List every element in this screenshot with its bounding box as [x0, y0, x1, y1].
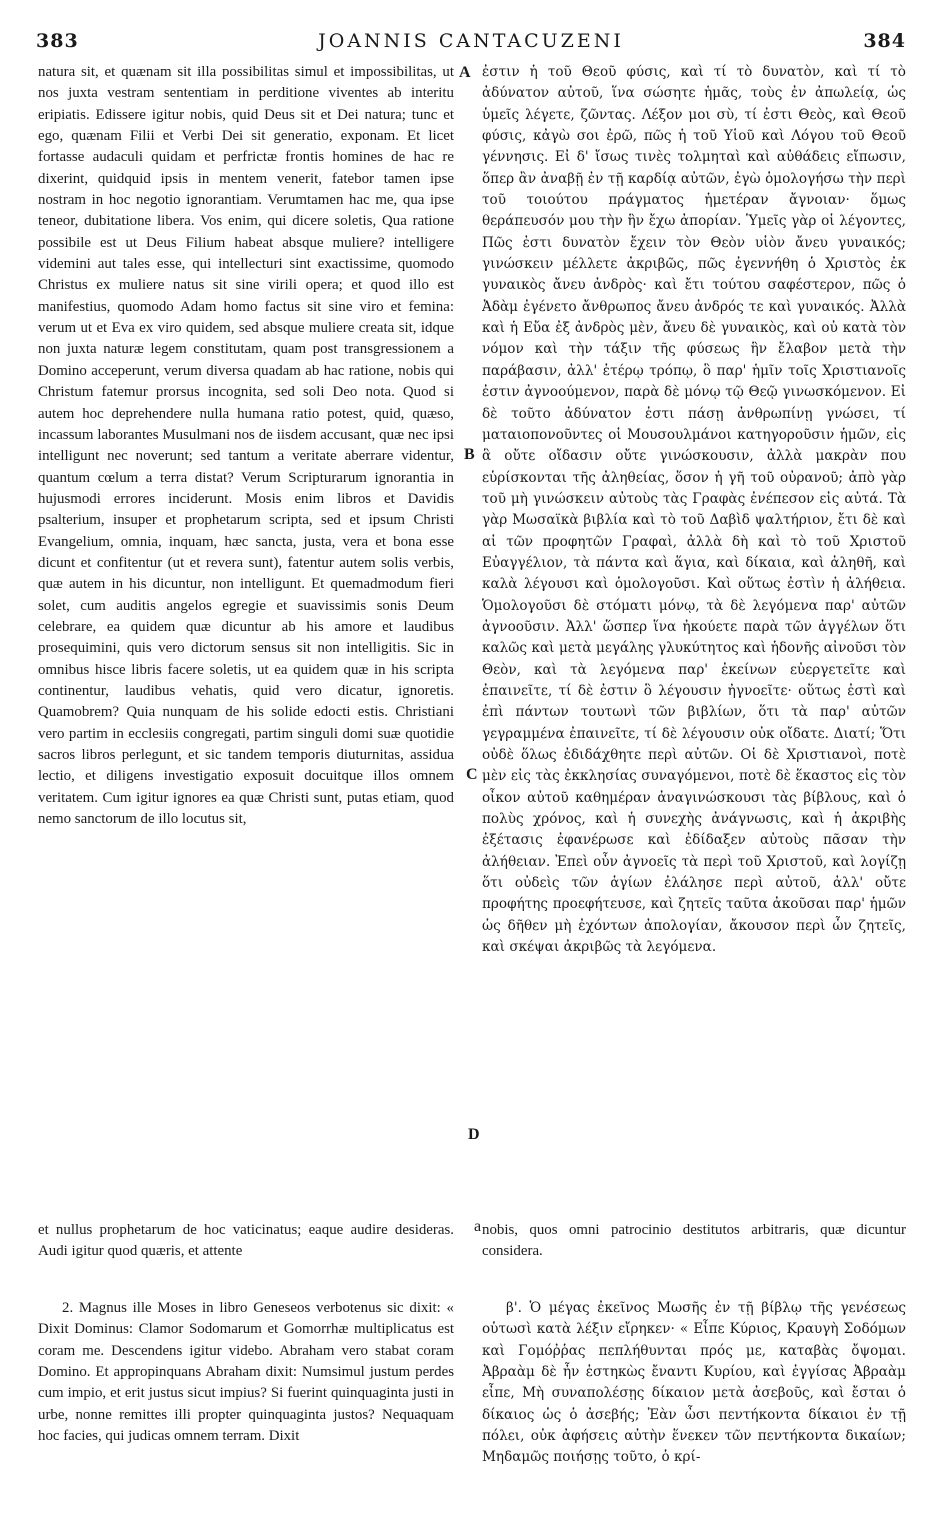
page-header: [36, 22, 906, 56]
page-number-right: 384: [863, 30, 906, 52]
greek-paragraph: ἐστιν ἡ τοῦ Θεοῦ φύσις, καὶ τί τὸ δυνατὸν, καὶ τί τὸ ἀδύνατον αὐτοῦ, ἵνα σώσητε ἡμᾶς, τοὺς ἐν ἀπωλείᾳ, ὡς ὑμεῖς λέγετε, ζῶντας. Λέξον μοι σὺ, τί ἐστι Θεὸς, καὶ Θεοῦ φύσις, κἀγὼ σοι ἐρῶ, πῶς ἡ τοῦ Υἱοῦ καὶ Λόγου τοῦ Θεοῦ γέννησις. Εἰ δ' ἴσως τινὲς τολμηταὶ καὶ αὐθάδεις εἴπωσιν, ὅπερ ἂν ἀναβῇ ἐν τῇ καρδίᾳ αὐτῶν, ἐγὼ ὁμολογήσω τὴν περὶ τοῦ τοιούτου πράγματος ἡμετέραν ἄγνοιαν· ὅμως θεράπευσόν μου τὴν ἣν ἔχω ἀπορίαν. Ὑμεῖς γὰρ οἱ λέγοντες, Πῶς ἐστι δυνατὸν ἔχειν τὸν Θεὸν υἱὸν ἄνευ γυναικός; γινώσκειν μέλλετε ἀκριβῶς, πῶς ἐγεννήθη ὁ Χριστὸς ἐκ γυναικὸς ἄνευ ἀνδρὸς· καὶ ἔτι τούτου σαφέστερον, πῶς ὁ Ἀδὰμ ἐγένετο ἄνθρωπος ἄνευ ἀνδρός τε καὶ γυναικός. Ἀλλὰ καὶ ἡ Εὔα ἐξ ἀνδρὸς μὲν, ἄνευ δὲ γυναικὸς, καὶ οὐ κατὰ τὸν νόμον καὶ τὴν τάξιν τῆς φύσεως ἣν ἔλαβον μετὰ τὴν παράβασιν, ἀλλ' ἑτέρῳ τρόπῳ, ὃ παρ' ἡμῖν τοῖς Χριστιανοῖς ἐστιν ἀγνοούμενον, παρὰ δὲ μόνῳ τῷ Θεῷ γινωσκόμενον. Εἰ δὲ τοῦτο ἀδύνατον ἐστι πάσῃ ἀνθρωπίνῃ γνώσει, τί ματαιοπονοῦντες οἱ Μουσουλμάνοι κατηγοροῦσιν ἡμῶν, εἰς ἃ οὔτε οἴδασιν οὔτε γινώσκουσιν, ἀλλὰ μακρὰν που εὑρίσκονται τῆς ἀληθείας, ὅσον ἡ γῆ τοῦ οὐρανοῦ; ἀπὸ γὰρ τοῦ μὴ γινώσκειν αὐτοὺς τὰς Γραφὰς ἐνέπεσον εἰς αὐτά. Τὰ γὰρ Μωσαϊκὰ βιβλία καὶ τὸ τοῦ Δαβὶδ ψαλτήριον, ἔτι δὲ καὶ αἱ τῶν προφητῶν Γραφαὶ, ἀλλὰ δὴ καὶ τὸ τοῦ Χριστοῦ Εὐαγγέλιον, τὰ πάντα καὶ ἅγια, καὶ δίκαια, καὶ ἀληθῆ, καὶ καλὰ λέγουσι καὶ ὁμολογοῦσι. Καὶ οὕτως ἐστὶν ἡ ἀλήθεια. Ὁμολογοῦσι δὲ στόματι μόνῳ, τὰ δὲ λεγόμενα παρ' αὐτῶν ἀγνοοῦσιν. Ἀλλ' ὥσπερ ἵνα ἠκούετε παρὰ τῶν ἀγγέλων ὅτι καλῶς καὶ μετὰ μεγάλης γλυκύτητος καὶ ἡδονῆς αἰνοῦσι τὸν Θεὸν, καὶ τὰ λεγόμενα παρ' ἐκείνων εὐεργετεῖτε καὶ ἐπαινεῖτε, τί δὲ ἐστιν ὃ λέγουσιν ἠγνοεῖτε· οὕτως ἐστὶ καὶ ἐπὶ πάντων τουτωνὶ τῶν βιβλίων, ὅτι τὰ παρ' αὐτῶν γεγραμμένα ἐπαινεῖτε, τί δὲ λέγουσιν οὐκ οἴδατε. Διατί; Ὅτι οὐδὲ ὅλως ἐδιδάχθητε περὶ αὐτῶν. Οἱ δὲ Χριστιανοὶ, ποτὲ μὲν εἰς τὰς ἐκκλησίας συναγόμενοι, ποτὲ δὲ ἕκαστος εἰς τὸν οἶκον αὐτοῦ καθημέραν ἀναγινώσκουσι τὰς βίβλους, καὶ ὁ πολὺς χρόνος, καὶ ἡ συνεχὴς ἀνάγνωσις, καὶ ἡ ἀκριβὴς ἐξέτασις ἐφανέρωσε καὶ ἐδίδαξεν αὐτοὺς πᾶσαν τὴν ἀλήθειαν. Ἐπεὶ οὖν ἀγνοεῖς τὰ περὶ τοῦ Χριστοῦ, καὶ λογίζῃ ὅτι οὐδεὶς τῶν ἁγίων ἐλάλησε περὶ αὐτοῦ, ἀλλ' οὔτε προφήτης προεφήτευσε, καὶ ζητεῖς ταῦτα ἀκοῦσαι παρ' ἡμῶν ὡς δῆθεν μὴ ἐχόντων ἀπολογίαν, ἄκουσον περὶ ὧν ζητεῖς, καὶ σκέψαι ἀκριβῶς τὰ λεγόμενα.: [482, 64, 906, 956]
running-head-title: JOANNIS CANTACUZENI: [318, 30, 624, 52]
latin-paragraph: natura sit, et quænam sit illa possibilitas simul et impossibilitas, ut nos juxta vestram sententiam in perditione viventes ab interitu eripiatis. Edissere igitur nobis, quid Deus sit et Dei natura; tunc et ego, quænam Filii et Verbi Dei sit generatio, exponam. Et licet fortasse audaculi quidam et perfrictæ frontis homines de hac re dixerint, quidquid ipsis in mentem venerit, fatebor tamen ipse nostram in hoc negotio ignorantiam. Verumtamen hac me, qua ipse teneor, dubitatione libera. Vos enim, qui dicere soletis, Qua ratione possibile est ut Deus Filium habeat absque muliere? intelligere videmini aut tales esse, qui intellecturi sint exactissime, quomodo Christus ex muliere natus sit sine virili opera; et quod illo est manifestius, quomodo Adam homo factus sit sine viro et femina: verum ut et Eva ex viro quidem, sed absque muliere creata sit, idque non juxta naturæ legem constitutam, quam post transgressionem a Domino acceperunt, verum diversa quadam ab hac ratione, nobis qui Christum fatemur prorsus incognita, sed soli Deo nota. Quod si autem hoc deprehendere nulla humana ratio potest, quid, quæso, incassum laborantes Musulmani nos de iisdem accusant, quæ nec ipsi intelligunt nec noverunt; sed tantum a veritate aberrare videntur, quantum cœlum a terra distat? Verum Scripturarum ignorantia in hujusmodi errores inciderunt. Mosis enim libros et Davidis psalterium, insuper et prophetarum scripta, sed et ipsum Christi Evangelium, omnia, inquam, hæc sancta, justa, vera et bona esse dicunt et confitentur (ut et revera sunt), fatentur autem solis verbis, quæ autem in his dicuntur, non intelligunt. Et quemadmodum fieri solet, cum auditis angelos egregie et suavissimis sonis Deum celebrare, ea quidem quæ dicuntur ab his amore et laudibus prosequimini, quis vero dictorum sensus sit non intelligitis. Sic in omnibus hisce libris facere soletis, ut ea quidem quæ in his scripta continentur, laudibus vehatis, quid vero dicatur, ignoretis. Quamobrem? Quia nunquam de his solide edocti estis. Christiani vero partim in ecclesiis congregati, partim singuli domi suæ quotidie sacros libros perlegunt, et sic tandem temporis diuturnitas, assidua lectio, et diligens investigatio exposuit docuitque illos omnem veritatem. Cum igitur ignores ea quæ Christi sunt, putas etiam, quod nemo sanctorum de illo locutus sit,: [38, 64, 454, 828]
page-number-left: 383: [36, 30, 79, 52]
margin-marker-d: D: [468, 1126, 480, 1143]
margin-marker-c: C: [466, 766, 478, 783]
closing-passage-left: et nullus prophetarum de hoc vaticinatus; eaque audire desideras. Audi igitur quod quæris, et attente: [38, 1222, 454, 1260]
latin-section-2-paragraph: 2. Magnus ille Moses in libro Geneseos verbotenus sic dixit: « Dixit Dominus: Clamor Sodomarum et Gomorrhæ multiplicatus est coram me. Descendens igitur videbo. Abraham vero stabat coram Domino. Et appropinquans Abraham dixit: Numsimul justum perdes cum impio, et erit justus sicut impius? Si fuerint quinquaginta justi in urbe, nonne remittes illi propter quinquaginta justos? Nequaquam hoc facies, qui judicas omnem terram. Dixit: [38, 1300, 454, 1445]
greek-section-2-paragraph: β'. Ὁ μέγας ἐκεῖνος Μωσῆς ἐν τῇ βίβλῳ τῆς γενέσεως οὑτωσὶ κατὰ λέξιν εἴρηκεν· « Εἶπε Κύριος, Κραυγὴ Σοδόμων καὶ Γομόῤῥας πεπλήθυνται πρός με, καταβὰς ὄψομαι. Ἀβραὰμ δὲ ἦν ἑστηκὼς ἔναντι Κυρίου, καὶ ἐγγίσας Ἀβραὰμ εἶπε, Μὴ συναπολέσῃς δίκαιον μετὰ ἀσεβοῦς, καὶ ἔσται ὁ δίκαιος ὡς ὁ ἀσεβής; Ἐὰν ὦσι πεντήκοντα δίκαιοι ἐν τῇ πόλει, οὐκ ἀφήσεις αὐτὴν ἕνεκεν τῶν πεντήκοντα δικαίων; Μηδαμῶς ποιήσῃς τοῦτο, ὁ κρί-: [482, 1300, 906, 1466]
closing-passage: [38, 1220, 906, 1263]
greek-section-2: [482, 1298, 906, 1518]
greek-column: [482, 62, 906, 1212]
margin-marker-a: A: [459, 64, 471, 81]
margin-marker-a-lower: a: [474, 1218, 482, 1235]
latin-column: [38, 62, 454, 1212]
latin-section-2: [38, 1298, 454, 1518]
margin-marker-b: B: [464, 446, 475, 463]
closing-passage-right: nobis, quos omni patrocinio destitutos arbitraris, quæ dicuntur considera.: [482, 1222, 906, 1260]
